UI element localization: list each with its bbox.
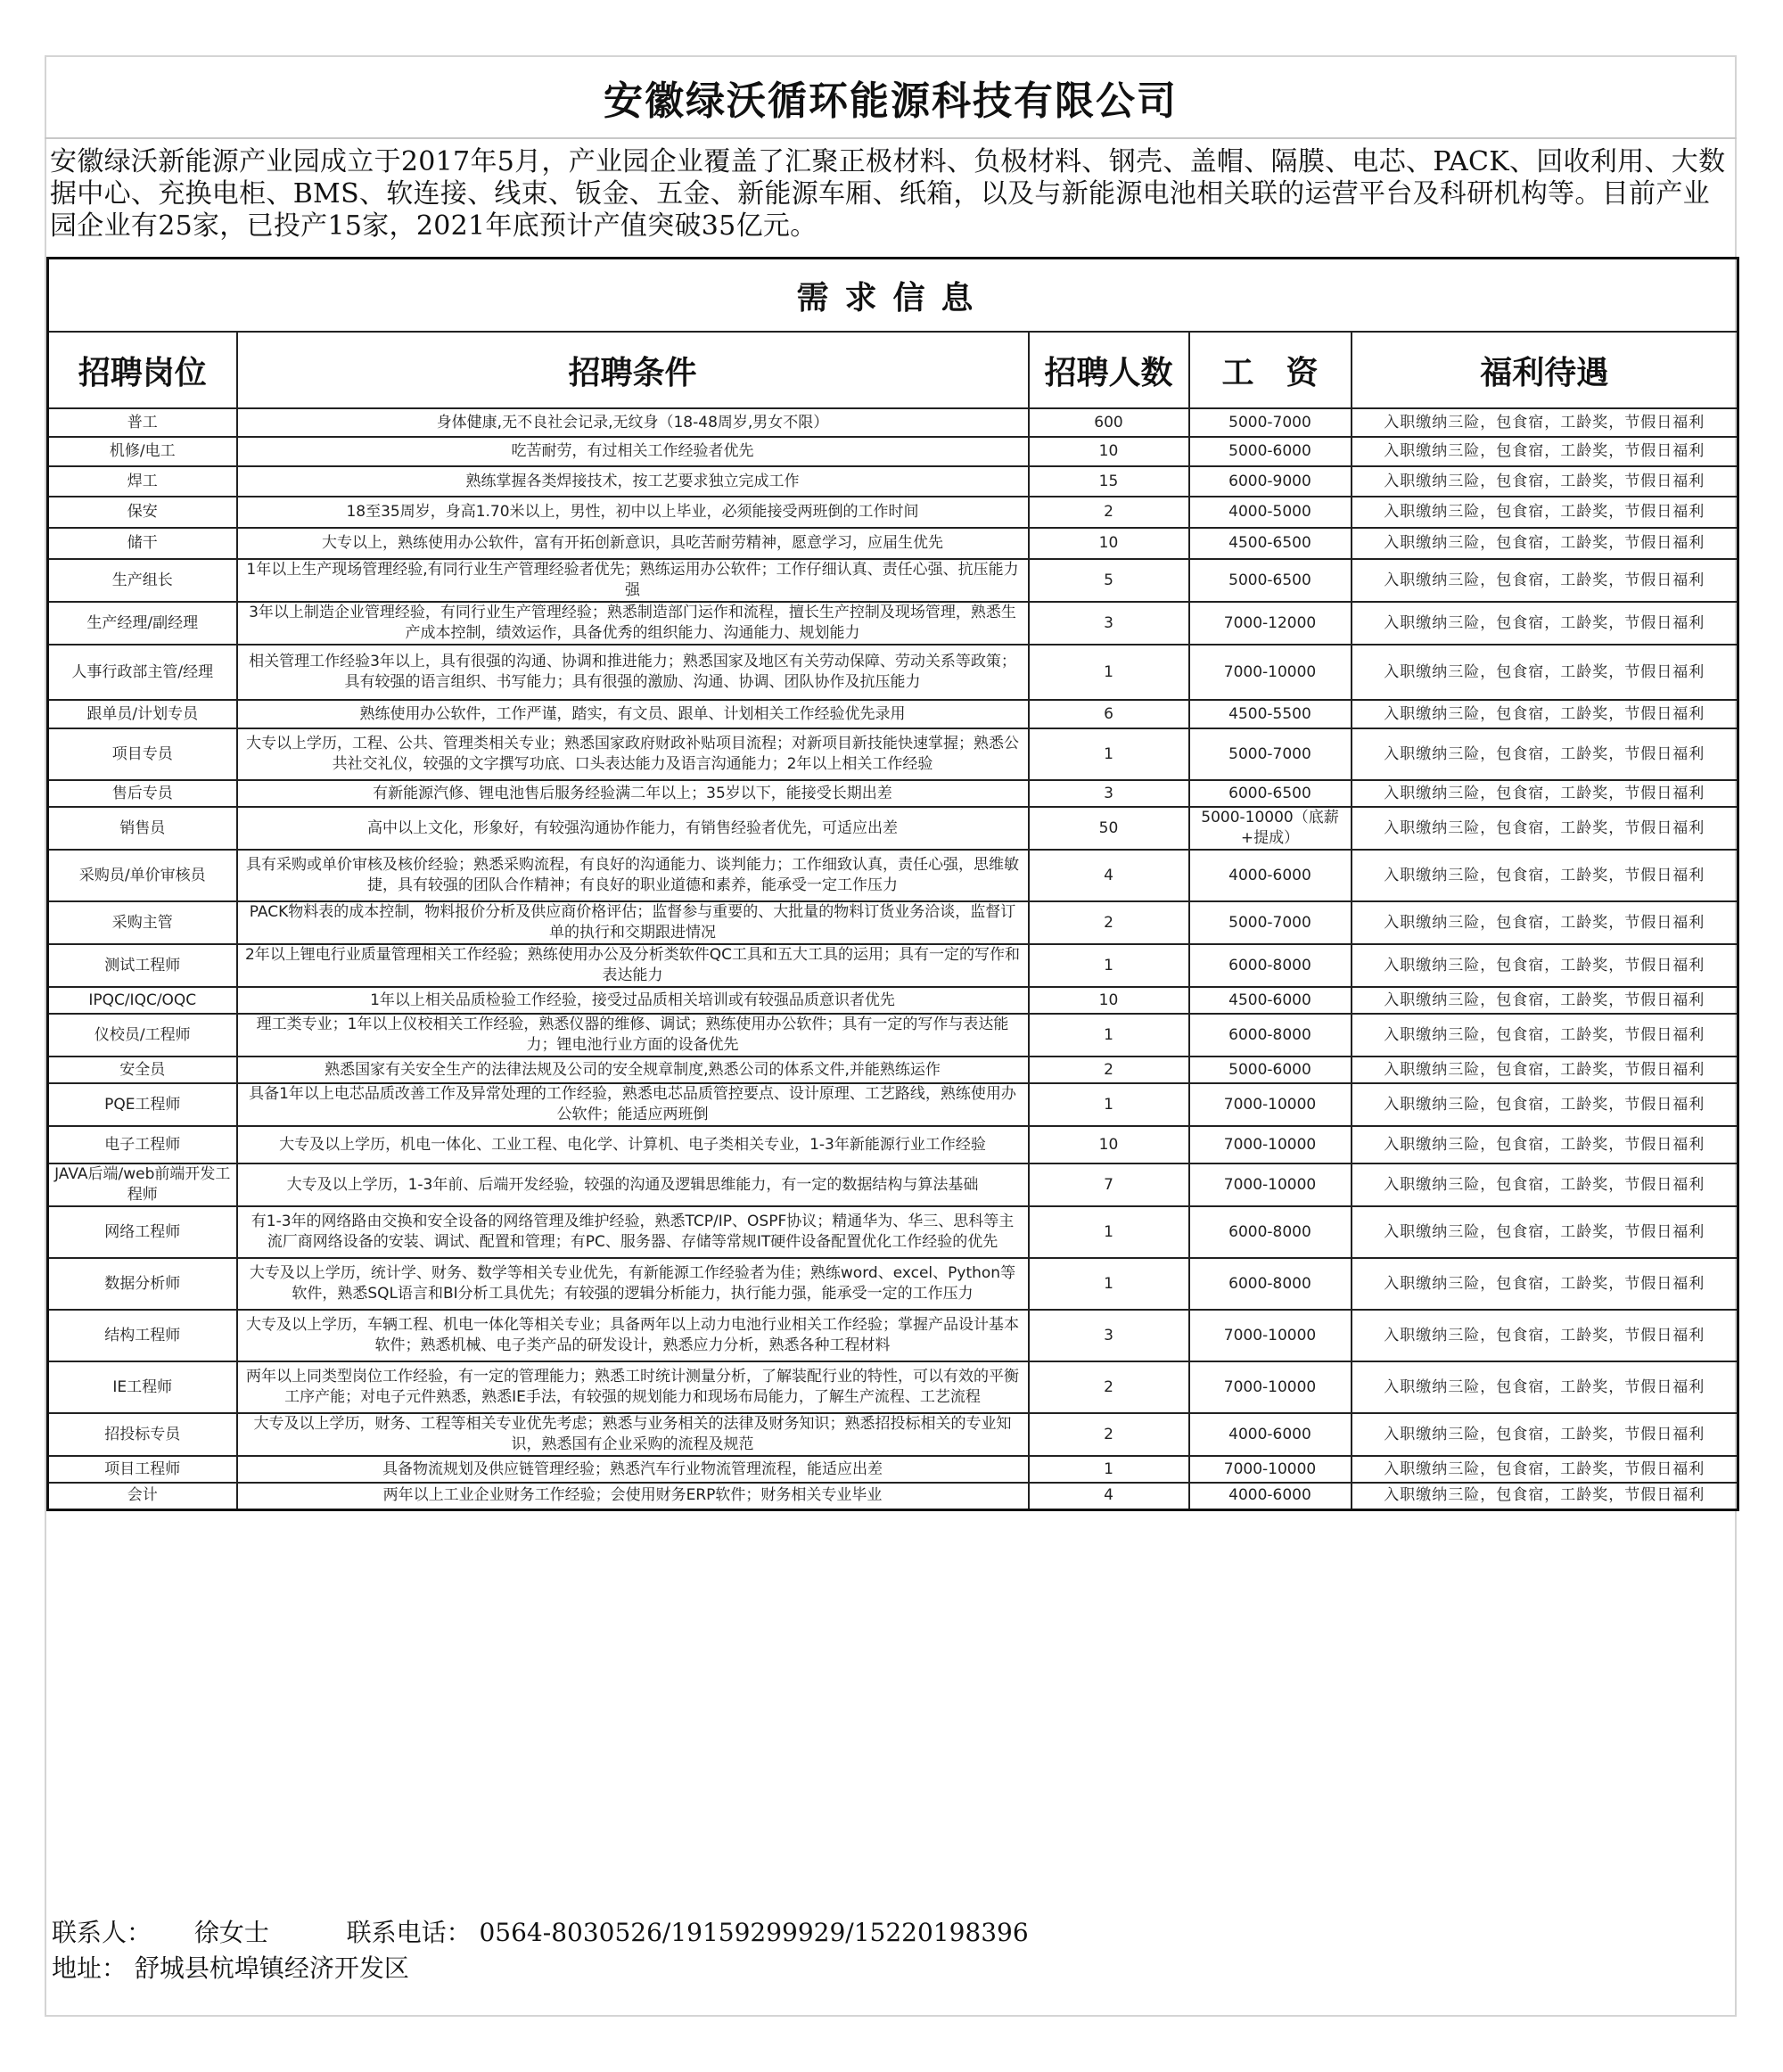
- count-cell: 15: [1029, 466, 1189, 497]
- column-header-benefits: 福利待遇: [1352, 332, 1738, 408]
- position-cell: 跟单员/计划专员: [48, 700, 237, 728]
- table-row: [48, 987, 1738, 1014]
- requirements-cell: 相关管理工作经验3年以上，具有很强的沟通、协调和推进能力；熟悉国家及地区有关劳动保障、劳动关系等政策；具有较强的语言组织、书写能力；具有很强的激励、沟通、协调、团队协作及抗压能力: [237, 645, 1029, 700]
- position-cell: 销售员: [48, 807, 237, 850]
- table-row: [48, 466, 1738, 497]
- company-title: 安徽绿沃循环能源科技有限公司: [45, 66, 1737, 139]
- table-row: [48, 1483, 1738, 1509]
- benefits-cell: 入职缴纳三险，包食宿，工龄奖，节假日福利: [1352, 780, 1738, 807]
- benefits-cell: 入职缴纳三险，包食宿，工龄奖，节假日福利: [1352, 728, 1738, 780]
- benefits-cell: 入职缴纳三险，包食宿，工龄奖，节假日福利: [1352, 1361, 1738, 1413]
- address: 舒城县杭埠镇经济开发区: [134, 1953, 409, 1983]
- table-row: [48, 497, 1738, 528]
- contact-phone-label: 联系电话：: [346, 1918, 472, 1947]
- salary-cell: 4000-5000: [1189, 497, 1352, 528]
- salary-cell: 6000-8000: [1189, 944, 1352, 987]
- salary-cell: 6000-8000: [1189, 1206, 1352, 1258]
- benefits-cell: 入职缴纳三险，包食宿，工龄奖，节假日福利: [1352, 807, 1738, 850]
- section-title: 需求信息: [48, 259, 1738, 333]
- company-intro: 安徽绿沃新能源产业园成立于2017年5月，产业园企业覆盖了汇聚正极材料、负极材料、钢壳、盖帽、隔膜、电芯、PACK、回收利用、大数据中心、充换电柜、BMS、软连接、线束、钣金、五金、新能源车厢、纸箱，以及与新能源电池相关联的运营平台及科研机构等。目前产业园企业有25家，已投产15家，2021年底预计产值突破35亿元。: [50, 146, 1726, 242]
- salary-cell: 6000-9000: [1189, 466, 1352, 497]
- salary-cell: 7000-10000: [1189, 645, 1352, 700]
- salary-cell: 6000-6500: [1189, 780, 1352, 807]
- count-cell: 1: [1029, 1206, 1189, 1258]
- table-row: [48, 437, 1738, 466]
- contact-line: [52, 1915, 1728, 1951]
- contact-person-label: 联系人：: [52, 1918, 152, 1947]
- table-row: [48, 1361, 1738, 1413]
- requirements-cell: 吃苦耐劳，有过相关工作经验者优先: [237, 437, 1029, 466]
- salary-cell: 5000-10000（底薪+提成）: [1189, 807, 1352, 850]
- benefits-cell: 入职缴纳三险，包食宿，工龄奖，节假日福利: [1352, 437, 1738, 466]
- contact-block: [52, 1915, 1728, 1986]
- salary-cell: 7000-10000: [1189, 1163, 1352, 1206]
- count-cell: 1: [1029, 1014, 1189, 1057]
- requirements-cell: 身体健康,无不良社会记录,无纹身（18-48周岁,男女不限）: [237, 408, 1029, 437]
- count-cell: 10: [1029, 528, 1189, 559]
- position-cell: 数据分析师: [48, 1258, 237, 1310]
- requirements-cell: 大专及以上学历，财务、工程等相关专业优先考虑；熟悉与业务相关的法律及财务知识；熟悉招投标相关的专业知识，熟悉国有企业采购的流程及规范: [237, 1413, 1029, 1456]
- contact-person: 徐女士: [193, 1918, 269, 1947]
- requirements-cell: 18至35周岁，身高1.70米以上，男性，初中以上毕业，必须能接受两班倒的工作时间: [237, 497, 1029, 528]
- requirements-cell: 高中以上文化，形象好，有较强沟通协作能力，有销售经验者优先，可适应出差: [237, 807, 1029, 850]
- salary-cell: 4500-5500: [1189, 700, 1352, 728]
- requirements-cell: 1年以上生产现场管理经验,有同行业生产管理经验者优先；熟练运用办公软件；工作仔细认真、责任心强、抗压能力强: [237, 559, 1029, 602]
- position-cell: 采购员/单价审核员: [48, 850, 237, 901]
- position-cell: 普工: [48, 408, 237, 437]
- position-cell: 人事行政部主管/经理: [48, 645, 237, 700]
- position-cell: IPQC/IQC/OQC: [48, 987, 237, 1014]
- salary-cell: 7000-10000: [1189, 1126, 1352, 1163]
- table-row: [48, 559, 1738, 602]
- table-row: [48, 1083, 1738, 1126]
- requirements-cell: 大专以上，熟练使用办公软件，富有开拓创新意识，具吃苦耐劳精神，愿意学习，应届生优先: [237, 528, 1029, 559]
- table-row: [48, 1206, 1738, 1258]
- benefits-cell: 入职缴纳三险，包食宿，工龄奖，节假日福利: [1352, 1413, 1738, 1456]
- count-cell: 3: [1029, 602, 1189, 645]
- recruitment-table: [46, 257, 1739, 1511]
- count-cell: 10: [1029, 1126, 1189, 1163]
- salary-cell: 7000-10000: [1189, 1310, 1352, 1361]
- requirements-cell: 2年以上锂电行业质量管理相关工作经验；熟练使用办公及分析类软件QC工具和五大工具的运用；具有一定的写作和表达能力: [237, 944, 1029, 987]
- count-cell: 4: [1029, 850, 1189, 901]
- requirements-cell: 具备物流规划及供应链管理经验；熟悉汽车行业物流管理流程，能适应出差: [237, 1456, 1029, 1483]
- requirements-cell: 有新能源汽修、锂电池售后服务经验满二年以上；35岁以下，能接受长期出差: [237, 780, 1029, 807]
- table-row: [48, 645, 1738, 700]
- requirements-cell: 具备1年以上电芯品质改善工作及异常处理的工作经验，熟悉电芯品质管控要点、设计原理、工艺路线，熟练使用办公软件；能适应两班倒: [237, 1083, 1029, 1126]
- position-cell: 生产经理/副经理: [48, 602, 237, 645]
- count-cell: 6: [1029, 700, 1189, 728]
- salary-cell: 4000-6000: [1189, 850, 1352, 901]
- count-cell: 10: [1029, 437, 1189, 466]
- count-cell: 1: [1029, 1258, 1189, 1310]
- salary-cell: 5000-6500: [1189, 559, 1352, 602]
- count-cell: 2: [1029, 497, 1189, 528]
- count-cell: 1: [1029, 1456, 1189, 1483]
- position-cell: 仪校员/工程师: [48, 1014, 237, 1057]
- position-cell: 安全员: [48, 1057, 237, 1083]
- column-header-count: 招聘人数: [1029, 332, 1189, 408]
- position-cell: 招投标专员: [48, 1413, 237, 1456]
- table-row: [48, 1310, 1738, 1361]
- requirements-cell: 大专以上学历，工程、公共、管理类相关专业；熟悉国家政府财政补贴项目流程；对新项目新技能快速掌握；熟悉公共社交礼仪，较强的文字撰写功底、口头表达能力及语言沟通能力；2年以上相关工作经验: [237, 728, 1029, 780]
- position-cell: 机修/电工: [48, 437, 237, 466]
- benefits-cell: 入职缴纳三险，包食宿，工龄奖，节假日福利: [1352, 987, 1738, 1014]
- position-cell: 项目工程师: [48, 1456, 237, 1483]
- salary-cell: 7000-10000: [1189, 1083, 1352, 1126]
- position-cell: 结构工程师: [48, 1310, 237, 1361]
- salary-cell: 7000-10000: [1189, 1456, 1352, 1483]
- requirements-cell: 熟练掌握各类焊接技术，按工艺要求独立完成工作: [237, 466, 1029, 497]
- position-cell: PQE工程师: [48, 1083, 237, 1126]
- salary-cell: 4500-6000: [1189, 987, 1352, 1014]
- requirements-cell: 熟练使用办公软件，工作严谨，踏实，有文员、跟单、计划相关工作经验优先录用: [237, 700, 1029, 728]
- table-row: [48, 728, 1738, 780]
- address-label: 地址：: [52, 1953, 127, 1983]
- column-header-row: [48, 332, 1738, 408]
- benefits-cell: 入职缴纳三险，包食宿，工龄奖，节假日福利: [1352, 408, 1738, 437]
- salary-cell: 5000-6000: [1189, 437, 1352, 466]
- table-row: [48, 944, 1738, 987]
- position-cell: 电子工程师: [48, 1126, 237, 1163]
- benefits-cell: 入职缴纳三险，包食宿，工龄奖，节假日福利: [1352, 901, 1738, 944]
- requirements-cell: 两年以上同类型岗位工作经验，有一定的管理能力；熟悉工时统计测量分析，了解装配行业的特性，可以有效的平衡工序产能；对电子元件熟悉，熟悉IE手法，有较强的规划能力和现场布局能力，了解生产流程、工艺流程: [237, 1361, 1029, 1413]
- salary-cell: 5000-7000: [1189, 728, 1352, 780]
- requirements-cell: 两年以上工业企业财务工作经验；会使用财务ERP软件；财务相关专业毕业: [237, 1483, 1029, 1509]
- benefits-cell: 入职缴纳三险，包食宿，工龄奖，节假日福利: [1352, 1310, 1738, 1361]
- benefits-cell: 入职缴纳三险，包食宿，工龄奖，节假日福利: [1352, 944, 1738, 987]
- count-cell: 600: [1029, 408, 1189, 437]
- requirements-cell: PACK物料表的成本控制，物料报价分析及供应商价格评估；监督参与重要的、大批量的物料订货业务洽谈，监督订单的执行和交期跟进情况: [237, 901, 1029, 944]
- salary-cell: 4000-6000: [1189, 1413, 1352, 1456]
- count-cell: 2: [1029, 1057, 1189, 1083]
- position-cell: 会计: [48, 1483, 237, 1509]
- table-row: [48, 1126, 1738, 1163]
- table-row: [48, 901, 1738, 944]
- count-cell: 3: [1029, 780, 1189, 807]
- table-row: [48, 780, 1738, 807]
- column-header-requirements: 招聘条件: [237, 332, 1029, 408]
- benefits-cell: 入职缴纳三险，包食宿，工龄奖，节假日福利: [1352, 1083, 1738, 1126]
- position-cell: 项目专员: [48, 728, 237, 780]
- count-cell: 1: [1029, 944, 1189, 987]
- count-cell: 50: [1029, 807, 1189, 850]
- table-row: [48, 528, 1738, 559]
- position-cell: 测试工程师: [48, 944, 237, 987]
- salary-cell: 6000-8000: [1189, 1014, 1352, 1057]
- benefits-cell: 入职缴纳三险，包食宿，工龄奖，节假日福利: [1352, 559, 1738, 602]
- benefits-cell: 入职缴纳三险，包食宿，工龄奖，节假日福利: [1352, 1483, 1738, 1509]
- contact-phone: 0564-8030526/19159299929/15220198396: [479, 1918, 1029, 1947]
- table-row: [48, 408, 1738, 437]
- benefits-cell: 入职缴纳三险，包食宿，工龄奖，节假日福利: [1352, 1057, 1738, 1083]
- address-line: [52, 1951, 1728, 1986]
- count-cell: 10: [1029, 987, 1189, 1014]
- table-body: [48, 408, 1738, 1509]
- count-cell: 1: [1029, 645, 1189, 700]
- benefits-cell: 入职缴纳三险，包食宿，工龄奖，节假日福利: [1352, 1126, 1738, 1163]
- table-row: [48, 602, 1738, 645]
- table-row: [48, 1258, 1738, 1310]
- table-row: [48, 850, 1738, 901]
- salary-cell: 4500-6500: [1189, 528, 1352, 559]
- table-row: [48, 1456, 1738, 1483]
- benefits-cell: 入职缴纳三险，包食宿，工龄奖，节假日福利: [1352, 645, 1738, 700]
- column-header-position: 招聘岗位: [48, 332, 237, 408]
- column-header-salary: 工 资: [1189, 332, 1352, 408]
- benefits-cell: 入职缴纳三险，包食宿，工龄奖，节假日福利: [1352, 850, 1738, 901]
- position-cell: 网络工程师: [48, 1206, 237, 1258]
- count-cell: 2: [1029, 1413, 1189, 1456]
- position-cell: IE工程师: [48, 1361, 237, 1413]
- requirements-cell: 理工类专业；1年以上仪校相关工作经验，熟悉仪器的维修、调试；熟练使用办公软件；具有一定的写作与表达能力；锂电池行业方面的设备优先: [237, 1014, 1029, 1057]
- benefits-cell: 入职缴纳三险，包食宿，工龄奖，节假日福利: [1352, 497, 1738, 528]
- table-row: [48, 1014, 1738, 1057]
- count-cell: 1: [1029, 1083, 1189, 1126]
- benefits-cell: 入职缴纳三险，包食宿，工龄奖，节假日福利: [1352, 1258, 1738, 1310]
- salary-cell: 4000-6000: [1189, 1483, 1352, 1509]
- requirements-cell: 1年以上相关品质检验工作经验，接受过品质相关培训或有较强品质意识者优先: [237, 987, 1029, 1014]
- requirements-cell: 大专及以上学历，车辆工程、机电一体化等相关专业；具备两年以上动力电池行业相关工作经验；掌握产品设计基本软件；熟悉机械、电子类产品的研发设计，熟悉应力分析，熟悉各种工程材料: [237, 1310, 1029, 1361]
- table-row: [48, 1413, 1738, 1456]
- benefits-cell: 入职缴纳三险，包食宿，工龄奖，节假日福利: [1352, 1206, 1738, 1258]
- requirements-cell: 具有采购或单价审核及核价经验；熟悉采购流程，有良好的沟通能力、谈判能力；工作细致认真，责任心强，思维敏捷，具有较强的团队合作精神；有良好的职业道德和素养，能承受一定工作压力: [237, 850, 1029, 901]
- benefits-cell: 入职缴纳三险，包食宿，工龄奖，节假日福利: [1352, 528, 1738, 559]
- count-cell: 5: [1029, 559, 1189, 602]
- requirements-cell: 3年以上制造企业管理经验，有同行业生产管理经验；熟悉制造部门运作和流程，擅长生产控制及现场管理，熟悉生产成本控制，绩效运作，具备优秀的组织能力、沟通能力、规划能力: [237, 602, 1029, 645]
- position-cell: 储干: [48, 528, 237, 559]
- requirements-cell: 大专及以上学历，1-3年前、后端开发经验，较强的沟通及逻辑思维能力，有一定的数据结构与算法基础: [237, 1163, 1029, 1206]
- salary-cell: 5000-7000: [1189, 408, 1352, 437]
- salary-cell: 5000-7000: [1189, 901, 1352, 944]
- position-cell: JAVA后端/web前端开发工程师: [48, 1163, 237, 1206]
- benefits-cell: 入职缴纳三险，包食宿，工龄奖，节假日福利: [1352, 1456, 1738, 1483]
- requirements-cell: 有1-3年的网络路由交换和安全设备的网络管理及维护经验，熟悉TCP/IP、OSPF协议；精通华为、华三、思科等主流厂商网络设备的安装、调试、配置和管理；有PC、服务器、存储等常规IT硬件设备配置优化工作经验的优先: [237, 1206, 1029, 1258]
- table-row: [48, 1163, 1738, 1206]
- count-cell: 2: [1029, 1361, 1189, 1413]
- benefits-cell: 入职缴纳三险，包食宿，工龄奖，节假日福利: [1352, 602, 1738, 645]
- count-cell: 4: [1029, 1483, 1189, 1509]
- position-cell: 生产组长: [48, 559, 237, 602]
- benefits-cell: 入职缴纳三险，包食宿，工龄奖，节假日福利: [1352, 1163, 1738, 1206]
- salary-cell: 6000-8000: [1189, 1258, 1352, 1310]
- count-cell: 1: [1029, 728, 1189, 780]
- position-cell: 售后专员: [48, 780, 237, 807]
- table-row: [48, 700, 1738, 728]
- position-cell: 焊工: [48, 466, 237, 497]
- count-cell: 3: [1029, 1310, 1189, 1361]
- requirements-cell: 熟悉国家有关安全生产的法律法规及公司的安全规章制度,熟悉公司的体系文件,并能熟练运作: [237, 1057, 1029, 1083]
- table-row: [48, 1057, 1738, 1083]
- benefits-cell: 入职缴纳三险，包食宿，工龄奖，节假日福利: [1352, 700, 1738, 728]
- requirements-cell: 大专及以上学历，机电一体化、工业工程、电化学、计算机、电子类相关专业，1-3年新能源行业工作经验: [237, 1126, 1029, 1163]
- salary-cell: 5000-6000: [1189, 1057, 1352, 1083]
- salary-cell: 7000-12000: [1189, 602, 1352, 645]
- benefits-cell: 入职缴纳三险，包食宿，工龄奖，节假日福利: [1352, 466, 1738, 497]
- table-row: [48, 807, 1738, 850]
- position-cell: 保安: [48, 497, 237, 528]
- benefits-cell: 入职缴纳三险，包食宿，工龄奖，节假日福利: [1352, 1014, 1738, 1057]
- count-cell: 7: [1029, 1163, 1189, 1206]
- salary-cell: 7000-10000: [1189, 1361, 1352, 1413]
- requirements-cell: 大专及以上学历，统计学、财务、数学等相关专业优先，有新能源工作经验者为佳；熟练word、excel、Python等软件，熟悉SQL语言和BI分析工具优先；有较强的逻辑分析能力，执行能力强，能承受一定的工作压力: [237, 1258, 1029, 1310]
- position-cell: 采购主管: [48, 901, 237, 944]
- count-cell: 2: [1029, 901, 1189, 944]
